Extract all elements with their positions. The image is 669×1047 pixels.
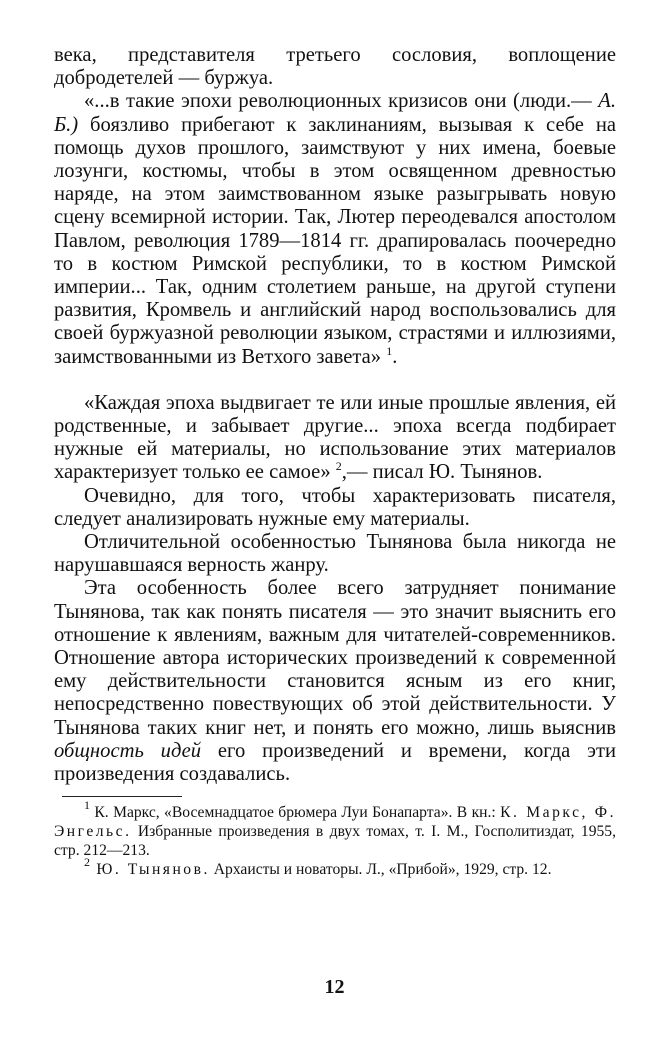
paragraph-3-quote (54, 392, 616, 485)
footnote-1-text-b: Избранные произведения в двух томах, т. I. М., Госполитиздат, 1955, стр. 212—213. (54, 823, 616, 860)
paragraph-5-text: Отличительной особенностью Тынянова была никогда не нарушавшаяся верность жанру. (54, 531, 616, 577)
paragraph-6-text-a: Эта особенность более всего затрудняет понимание Тынянова, так как понять писателя — это значит выяснить его отношение к явлениям, важным для читателей-современников. Отношение автора исторических произведений к современной ему действительности становится ясным из его книг, непосредственно повествующих об этой действительности. У Тынянова таких книг нет, и понять его можно, лишь выяснив (54, 577, 616, 739)
paragraph-6 (54, 577, 616, 786)
paragraph-4 (54, 485, 616, 531)
footnote-1-authors: К. Маркс, Ф. Энгельс. (54, 804, 616, 841)
paragraph-6-text-b: его произведений и времени, когда эти произведения создавались. (54, 739, 616, 786)
tynyanov-quote-text: «Каждая эпоха выдвигает те или иные прошлые явления, ей родственные, и забывает другие... эпоха всегда подбирает нужные ей материалы, но использование этих материалов характеризует только ее самое» (54, 391, 616, 484)
paragraph-4-text: Очевидно, для того, чтобы характеризовать писателя, следует анализировать нужные ему материалы. (54, 484, 616, 530)
footnote-1 (54, 798, 616, 860)
footnote-ref-1: 1 (386, 343, 393, 358)
footnote-2-author: Ю. Тынянов. (90, 861, 210, 879)
quote-initials: А. Б.) (54, 90, 616, 136)
paragraph-5 (54, 531, 616, 577)
quote-text-part-b: боязливо прибегают к заклинаниям, вызывая к себе на помощь духов прошлого, заимствуют у них имена, боевые лозунги, костюмы, чтобы в этом освященном древностью наряде, на этом заимствованном языке разыгрывать новую сцену всемирной истории. Так, Лютер переодевался апостолом Павлом, революция 1789—1814 гг. драпировалась поочередно то в костюм Римской республики, то в костюм Римской империи... Так, одним столетием раньше, на другой ступени развития, Кромвель и английский народ воспользовались для своей буржуазной революции языком, страстями и иллюзиями, заимствованными из Ветхого завета» (54, 113, 616, 368)
quote-end: . (392, 345, 398, 368)
paragraph-6-emphasis: общность идей (54, 739, 202, 762)
footnote-2-number: 2 (84, 855, 90, 870)
footnote-divider (62, 796, 182, 797)
paragraph-2-quote (54, 90, 616, 368)
page-body (54, 44, 616, 879)
paragraph-1-text: века, представителя третьего сословия, воплощение добродетелей — буржуа. (54, 44, 616, 90)
tynyanov-quote-attribution: ,— писал Ю. Тынянов. (341, 461, 543, 484)
quote-text-part-a: «...в такие эпохи революционных кризисов они (люди.— (84, 90, 599, 113)
page-number: 12 (324, 976, 345, 998)
footnote-1-text-a: К. Маркс, «Восемнадцатое брюмера Луи Бонапарта». В кн.: (90, 804, 501, 822)
paragraph-1 (54, 44, 616, 90)
footnote-1-number: 1 (84, 798, 90, 813)
footnote-ref-2: 2 (335, 459, 342, 474)
footnote-2-text: Архаисты и новаторы. Л., «Прибой», 1929, стр. 12. (209, 861, 552, 879)
footnote-2 (54, 855, 616, 879)
